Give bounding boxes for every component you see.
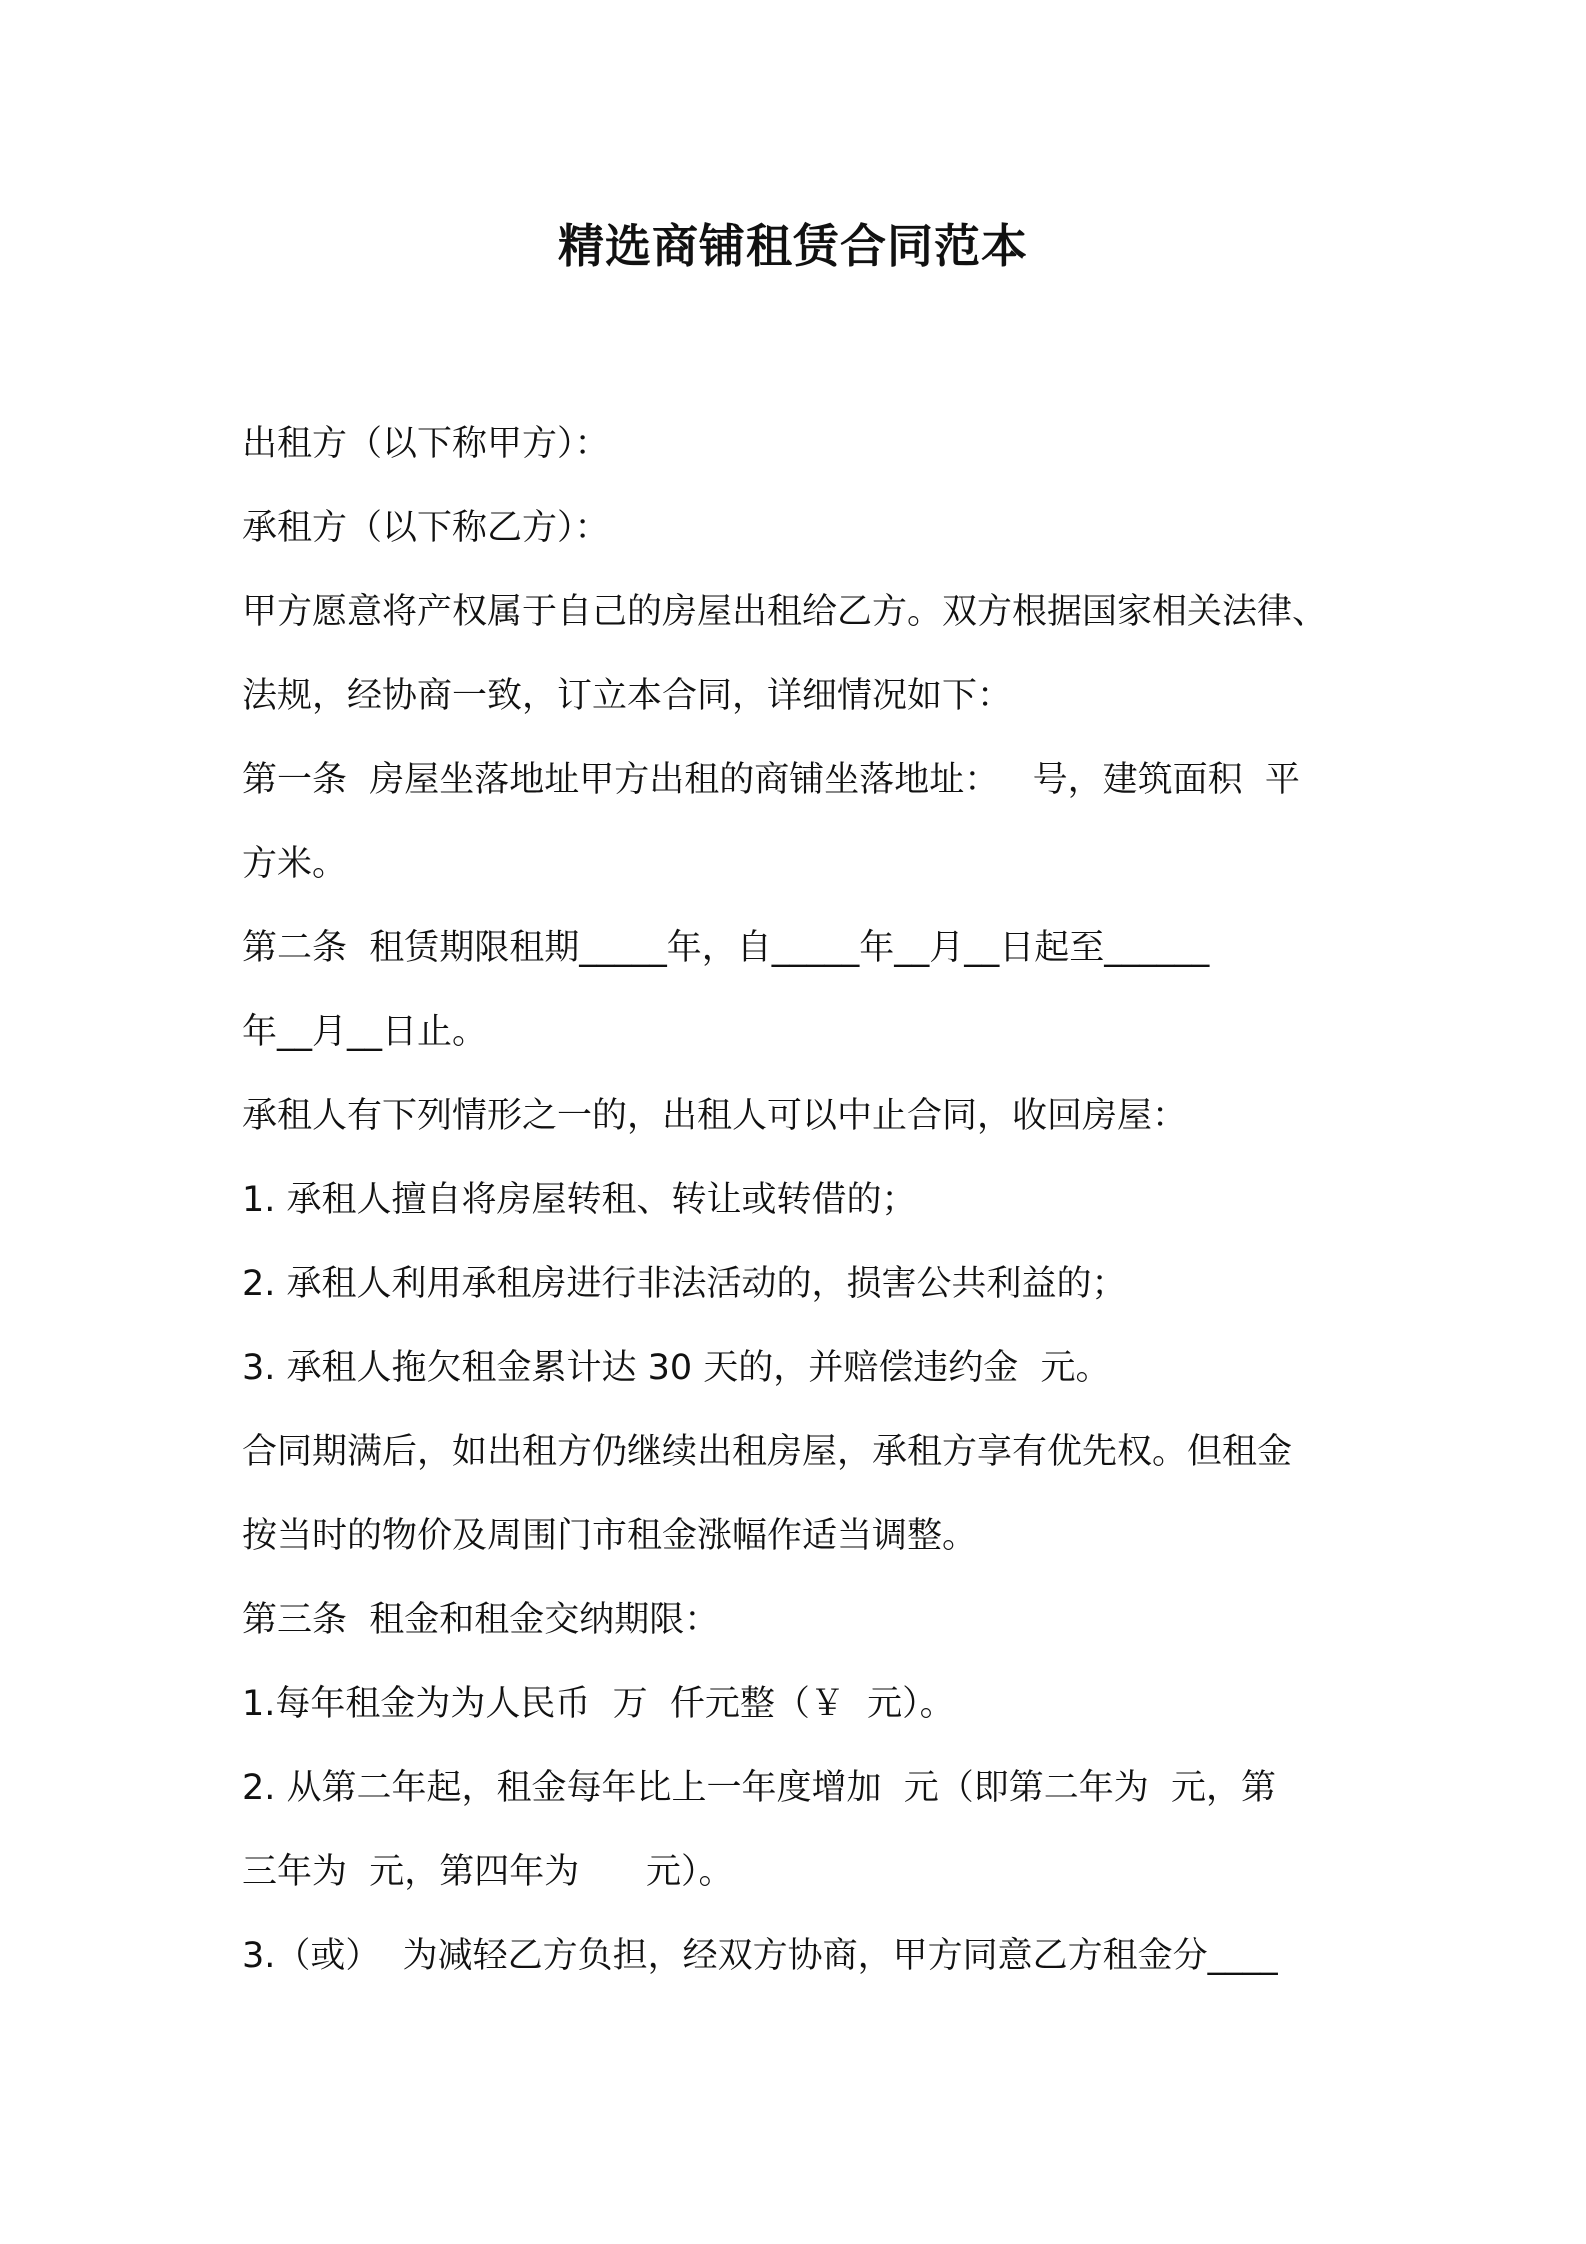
text-line: 1.每年租金为为人民币 万 仟元整（￥ 元）。 [242, 1684, 955, 1724]
document-body [242, 402, 1372, 1998]
text-line: 1. 承租人擅自将房屋转租、转让或转借的； [242, 1180, 917, 1220]
text-line: 第一条 房屋坐落地址甲方出租的商铺坐落地址： 号，建筑面积 平 [242, 760, 1300, 800]
text-line: 2. 承租人利用承租房进行非法活动的，损害公共利益的； [242, 1264, 1127, 1304]
text-line: 承租方（以下称乙方）： [242, 508, 610, 548]
text-line: 甲方愿意将产权属于自己的房屋出租给乙方。双方根据国家相关法律、 [242, 592, 1328, 632]
text-line: 3. 承租人拖欠租金累计达 30 天的，并赔偿违约金 元。 [242, 1348, 1111, 1388]
text-line: 方米。 [242, 844, 348, 884]
text-line: 第三条 租金和租金交纳期限： [242, 1600, 720, 1640]
text-line: 三年为 元，第四年为 元）。 [242, 1852, 734, 1892]
text-line: 3.（或） 为减轻乙方负担，经双方协商，甲方同意乙方租金分____ [242, 1936, 1278, 1976]
text-line: 承租人有下列情形之一的，出租人可以中止合同，收回房屋： [242, 1096, 1188, 1136]
text-line: 法规，经协商一致，订立本合同，详细情况如下： [242, 676, 1013, 716]
text-line: 2. 从第二年起，租金每年比上一年度增加 元（即第二年为 元，第 [242, 1768, 1277, 1808]
text-line: 按当时的物价及周围门市租金涨幅作适当调整。 [242, 1516, 978, 1556]
text-line: 第二条 租赁期限租期_____年，自_____年__月__日起至______ [242, 928, 1210, 968]
text-line: 出租方（以下称甲方）： [242, 424, 610, 464]
text-line: 年__月__日止。 [242, 1012, 488, 1052]
document-title: 精选商铺租赁合同范本 [558, 219, 1028, 273]
text-line: 合同期满后，如出租方仍继续出租房屋，承租方享有优先权。但租金 [242, 1432, 1293, 1472]
